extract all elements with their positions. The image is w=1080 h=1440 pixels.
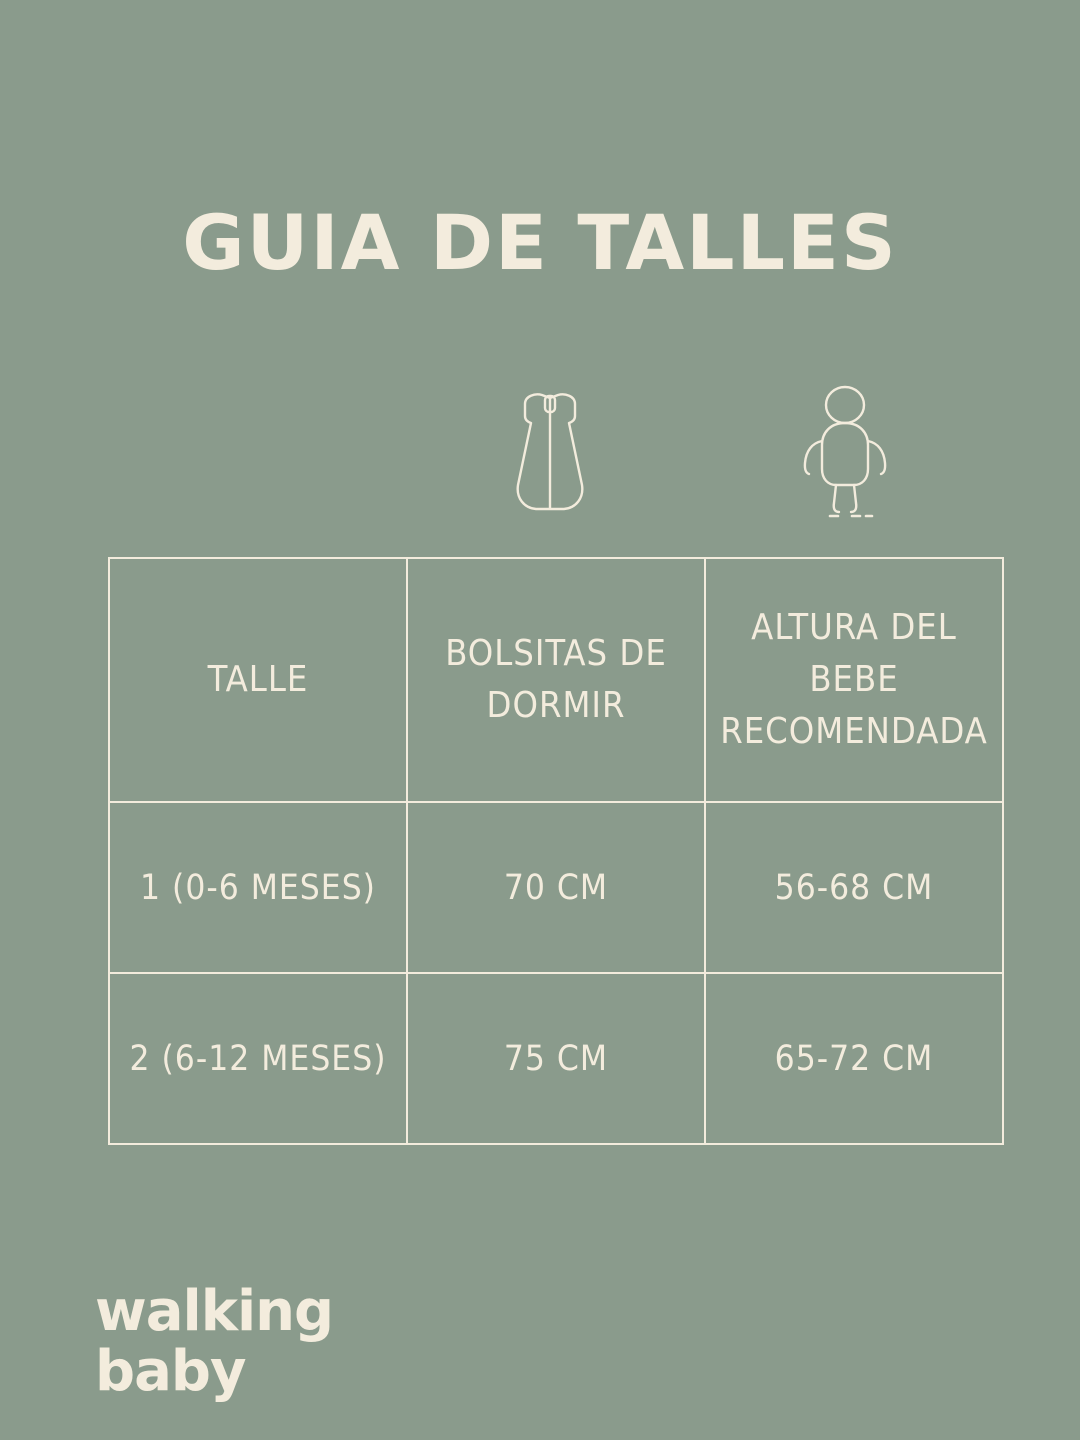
table-body (109, 802, 1003, 1144)
column-header-talle: TALLE (109, 558, 407, 802)
sleeping-bag-icon (490, 390, 610, 525)
table-row (109, 973, 1003, 1144)
column-header-bolsitas-line1: BOLSITAS DE (445, 632, 667, 674)
brand-logo (95, 1279, 334, 1405)
baby-standing-icon (790, 385, 900, 530)
brand-logo-line2: baby (95, 1339, 246, 1405)
cell-altura-2: 65-72 CM (705, 973, 1003, 1144)
size-guide-table (108, 557, 1004, 1145)
brand-logo-line1: walking (95, 1279, 334, 1344)
table-header (109, 558, 1003, 802)
cell-bolsita-1: 70 CM (407, 802, 705, 973)
column-header-altura (705, 558, 1003, 802)
cell-talle-2: 2 (6-12 MESES) (109, 973, 407, 1144)
column-header-bolsitas-line2: DORMIR (486, 685, 626, 726)
cell-altura-1: 56-68 CM (705, 802, 1003, 973)
table-header-row (109, 558, 1003, 802)
table-row (109, 802, 1003, 973)
cell-bolsita-2: 75 CM (407, 973, 705, 1144)
cell-talle-1: 1 (0-6 MESES) (109, 802, 407, 973)
column-header-altura-line2: RECOMENDADA (720, 711, 988, 753)
column-header-bolsitas (407, 558, 705, 802)
page-title: GUIA DE TALLES (182, 198, 898, 287)
column-header-altura-line1: ALTURA DEL BEBE (751, 606, 957, 700)
illustration-group (470, 390, 950, 540)
